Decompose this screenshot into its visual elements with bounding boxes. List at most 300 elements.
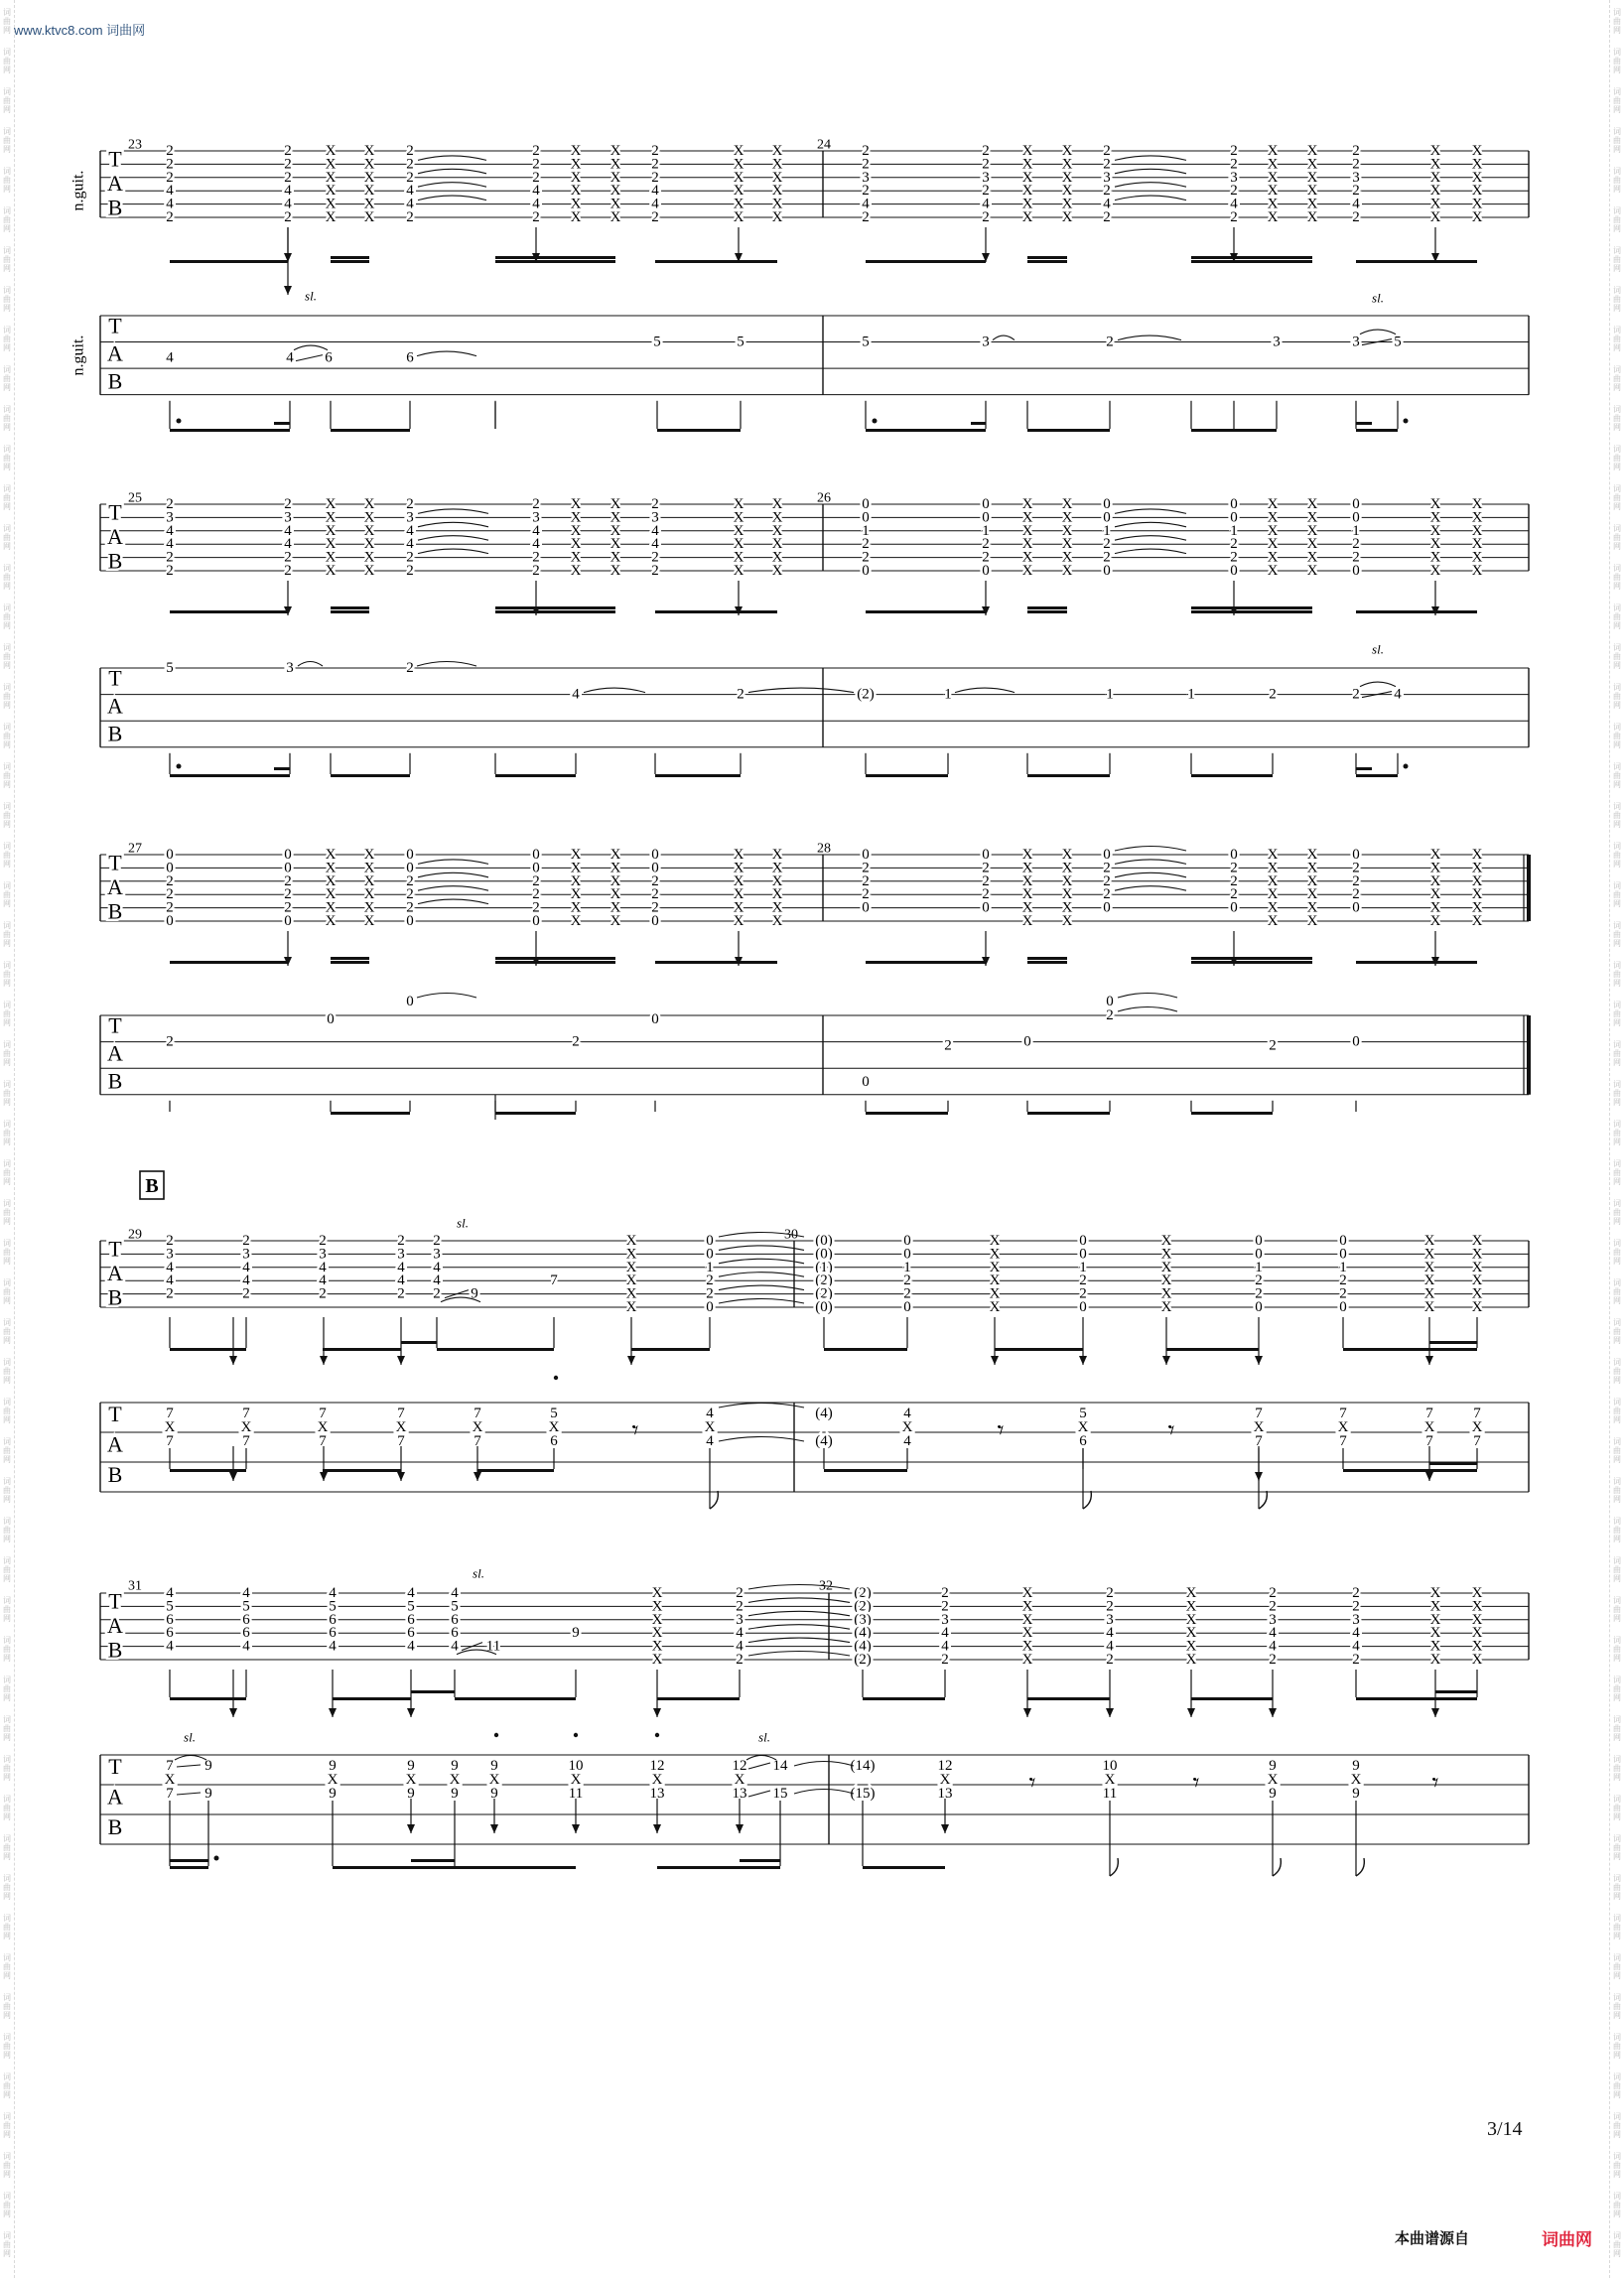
strum-arrow <box>1079 1356 1087 1365</box>
muted-note: X <box>989 1259 1001 1275</box>
muted-note: X <box>1471 1598 1483 1615</box>
muted-note: X <box>1267 496 1279 512</box>
footer-source-label: 本曲谱源自 <box>1395 2229 1470 2247</box>
strum-arrow <box>397 1472 405 1481</box>
muted-note: X <box>771 847 783 863</box>
muted-note: X <box>1471 913 1483 929</box>
muted-note: X <box>1021 872 1033 889</box>
fret-number: 4 <box>242 1638 250 1655</box>
muted-note: X <box>1061 563 1073 579</box>
watermark-mark: 词 曲 网 <box>3 206 11 233</box>
watermark-mark: 词 曲 网 <box>3 365 11 392</box>
fret-number: 3 <box>284 509 292 526</box>
tie-arc <box>1115 886 1186 891</box>
fret-number: 4 <box>1106 1638 1114 1655</box>
tie-arc <box>298 662 323 667</box>
muted-note: X <box>1267 913 1279 929</box>
muted-note: X <box>1306 169 1318 186</box>
fret-number: 0 <box>284 913 292 929</box>
strum-arrow <box>407 1824 415 1833</box>
fret-number: 13 <box>937 1786 953 1802</box>
muted-note: X <box>733 509 744 526</box>
tab-clef-guitar1: B <box>107 1637 123 1663</box>
fret-number: 2 <box>706 1285 714 1302</box>
fret-number: 4 <box>166 522 174 539</box>
muted-note: X <box>1061 536 1073 553</box>
fret-number: 2 <box>166 549 174 566</box>
watermark-mark: 词 曲 网 <box>3 1120 11 1146</box>
fret-number: 4 <box>166 183 174 200</box>
tie-arc <box>1118 994 1177 999</box>
tie-arc <box>719 1259 804 1264</box>
muted-note: X <box>1061 913 1073 929</box>
tie-arc <box>418 536 488 541</box>
fret-number: 0 <box>1103 563 1111 579</box>
fret-number: 2 <box>1339 1273 1347 1289</box>
muted-note: X <box>570 509 582 526</box>
fret-number: 2 <box>982 156 990 173</box>
fret-number: 1 <box>1230 522 1238 539</box>
tie-arc <box>1118 335 1181 340</box>
muted-note: X <box>609 522 621 539</box>
slide-line <box>296 355 323 361</box>
fret-number: 7 <box>166 1786 174 1802</box>
tab-clef-guitar2: B <box>107 721 123 746</box>
fret-number: 2 <box>903 1273 911 1289</box>
strum-arrow <box>1425 1356 1433 1365</box>
watermark-mark: 词 曲 网 <box>1613 1358 1621 1385</box>
watermark-mark: 词 曲 网 <box>3 246 11 273</box>
strum-arrow <box>941 1824 949 1833</box>
fret-number: 0 <box>1352 563 1360 579</box>
tie-arc <box>418 183 486 188</box>
muted-note: X <box>1429 209 1441 225</box>
fret-number: 4 <box>433 1273 441 1289</box>
muted-note: X <box>325 209 337 225</box>
fret-number: 2 <box>651 143 659 159</box>
fret-number: 0 <box>862 496 870 512</box>
fret-number: 9 <box>451 1758 459 1774</box>
fret-number: 12 <box>649 1758 665 1774</box>
watermark-mark: 词 曲 网 <box>1613 87 1621 114</box>
muted-note: X <box>609 847 621 863</box>
fret-number: 2 <box>284 886 292 903</box>
muted-note: X <box>1306 860 1318 876</box>
muted-note: X <box>1429 1585 1441 1601</box>
watermark-mark: 词 曲 网 <box>3 1993 11 2020</box>
fret-number: 2 <box>862 536 870 553</box>
fret-number: 2 <box>532 886 540 903</box>
fret-number: 2 <box>532 209 540 225</box>
beam <box>1027 610 1067 613</box>
measure-number: 24 <box>817 137 831 153</box>
strum-arrow <box>329 1708 337 1717</box>
muted-note: X <box>1021 1585 1033 1601</box>
watermark-mark: 词 曲 网 <box>3 683 11 710</box>
fret-number: 0 <box>1079 1233 1087 1249</box>
muted-note: X <box>1306 522 1318 539</box>
muted-note: X <box>363 496 375 512</box>
beam <box>411 1690 455 1693</box>
tie-arc <box>748 1652 850 1657</box>
fret-number: 3 <box>1352 169 1360 186</box>
fret-number: 2 <box>1352 143 1360 159</box>
tab-clef-guitar1: T <box>108 850 122 875</box>
fret-number: 3 <box>941 1611 949 1628</box>
muted-note: X <box>609 913 621 929</box>
muted-note: X <box>651 1598 663 1615</box>
watermark-mark: 词 曲 网 <box>1613 1278 1621 1305</box>
fret-number: (3) <box>854 1611 872 1628</box>
fret-number: 4 <box>319 1273 327 1289</box>
muted-note: X <box>1021 899 1033 916</box>
fret-number: 2 <box>406 872 414 889</box>
fret-number: 15 <box>772 1786 788 1802</box>
fret-number: 0 <box>706 1233 714 1249</box>
beam <box>740 1859 780 1862</box>
muted-note: X <box>609 156 621 173</box>
strum-arrow <box>229 1708 237 1717</box>
fret-number: 0 <box>406 913 414 929</box>
muted-note: X <box>363 860 375 876</box>
tie-arc <box>418 860 488 865</box>
fret-number: 7 <box>474 1406 481 1421</box>
beam <box>655 774 741 777</box>
fret-number: 4 <box>706 1433 714 1449</box>
watermark-mark: 词 曲 网 <box>1613 1715 1621 1742</box>
beam <box>995 1348 1083 1351</box>
beam <box>477 1469 554 1472</box>
fret-number: 2 <box>651 549 659 566</box>
muted-note: X <box>1185 1625 1197 1642</box>
beam <box>1343 1348 1477 1351</box>
muted-note: X <box>363 143 375 159</box>
muted-note: X <box>1061 899 1073 916</box>
instrument-label: n.guit. <box>69 170 87 211</box>
slide-label: sl. <box>305 288 317 304</box>
fret-number: 9 <box>204 1786 212 1802</box>
tie-arc <box>1115 549 1186 554</box>
beam <box>495 961 615 964</box>
dot <box>214 1856 219 1861</box>
fret-number: 7 <box>242 1406 250 1421</box>
muted-note: X <box>325 549 337 566</box>
muted-note: X <box>1267 522 1279 539</box>
watermark-mark: 词 曲 网 <box>1613 683 1621 710</box>
beam <box>170 1859 208 1862</box>
fret-number: (15) <box>850 1786 876 1802</box>
fret-number: 3 <box>406 509 414 526</box>
muted-note: X <box>1429 1638 1441 1655</box>
muted-note: X <box>1306 913 1318 929</box>
fret-number: 0 <box>1103 899 1111 916</box>
strum-arrow <box>1162 1356 1170 1365</box>
beam <box>655 260 777 263</box>
muted-note: X <box>651 1772 663 1788</box>
muted-note: X <box>733 913 744 929</box>
muted-note: X <box>1471 1611 1483 1628</box>
fret-number: 0 <box>1103 847 1111 863</box>
fret-number: 2 <box>1352 209 1360 225</box>
watermark-mark: 词 曲 网 <box>3 1795 11 1821</box>
beam <box>170 429 290 432</box>
fret-number: 2 <box>1352 1652 1360 1668</box>
muted-note: X <box>1061 183 1073 200</box>
fret-number: 6 <box>325 349 333 366</box>
muted-note: X <box>1471 847 1483 863</box>
muted-note: X <box>733 196 744 212</box>
muted-note: X <box>570 549 582 566</box>
muted-note: X <box>1306 143 1318 159</box>
beam <box>274 767 290 770</box>
slide-label: sl. <box>1372 290 1384 306</box>
beam <box>657 1866 780 1869</box>
fret-number: 0 <box>1230 563 1238 579</box>
fret-number: 2 <box>1103 549 1111 566</box>
muted-note: X <box>1471 899 1483 916</box>
muted-note: X <box>1061 156 1073 173</box>
watermark-mark: 词 曲 网 <box>1613 1675 1621 1702</box>
muted-note: X <box>625 1246 637 1263</box>
muted-note: X <box>1061 549 1073 566</box>
fret-number: 0 <box>406 860 414 876</box>
muted-note: X <box>363 156 375 173</box>
tie-arc <box>748 688 854 693</box>
fret-number: 7 <box>166 1433 174 1449</box>
muted-note: X <box>363 522 375 539</box>
muted-note: X <box>771 496 783 512</box>
fret-number: 3 <box>433 1246 441 1263</box>
fret-number: (0) <box>815 1233 833 1249</box>
slide-label: sl. <box>457 1215 469 1231</box>
watermark-mark: 词 曲 网 <box>3 802 11 829</box>
watermark-mark: 词 曲 网 <box>3 564 11 591</box>
muted-note: X <box>609 496 621 512</box>
fret-number: 4 <box>862 196 870 212</box>
fret-number: 3 <box>862 169 870 186</box>
tab-clef-guitar2: A <box>107 693 123 719</box>
fret-number: 9 <box>407 1758 415 1774</box>
fret-number: 4 <box>329 1585 337 1601</box>
fret-number: 2 <box>1230 183 1238 200</box>
watermark-mark: 词 曲 网 <box>3 643 11 670</box>
watermark-mark: 词 曲 网 <box>1613 48 1621 74</box>
fret-number: 9 <box>1269 1758 1277 1774</box>
tab-clef-guitar2: T <box>108 665 122 691</box>
fret-number: 11 <box>1102 1786 1118 1802</box>
muted-note: X <box>1160 1246 1172 1263</box>
muted-note: X <box>1021 913 1033 929</box>
fret-number: 4 <box>1269 1638 1277 1655</box>
fret-number: 2 <box>1106 334 1114 350</box>
fret-number: 7 <box>1473 1433 1481 1449</box>
fret-number: 0 <box>1255 1246 1263 1263</box>
fret-number: 0 <box>1230 899 1238 916</box>
beam <box>1027 429 1110 432</box>
beam <box>331 774 410 777</box>
muted-note: X <box>1104 1772 1116 1788</box>
muted-note: X <box>325 522 337 539</box>
fret-number: 6 <box>329 1625 337 1642</box>
strum-arrow <box>1106 1708 1114 1717</box>
fret-number: 9 <box>1352 1786 1360 1802</box>
fret-number: 14 <box>772 1758 788 1774</box>
muted-note: X <box>1429 169 1441 186</box>
fret-number: 0 <box>284 847 292 863</box>
fret-number: 0 <box>1352 847 1360 863</box>
tab-clef-guitar1: A <box>107 874 123 899</box>
fret-number: 2 <box>1255 1273 1263 1289</box>
slide-line <box>748 1791 770 1797</box>
tab-clef-guitar2: B <box>107 1462 123 1488</box>
strum-arrow <box>490 1824 498 1833</box>
muted-note: X <box>1267 886 1279 903</box>
watermark-mark: 词 曲 网 <box>1613 762 1621 789</box>
beam <box>1356 774 1398 777</box>
fret-number: 2 <box>406 899 414 916</box>
rest: 𝄾 <box>1431 1768 1439 1798</box>
muted-note: X <box>1021 549 1033 566</box>
muted-note: X <box>1429 886 1441 903</box>
page-number: 3/14 <box>1487 2118 1523 2140</box>
muted-note: X <box>1021 1652 1033 1668</box>
watermark-mark: 词 曲 网 <box>1613 1437 1621 1464</box>
strum-arrow <box>1425 1472 1433 1481</box>
muted-note: X <box>1429 1611 1441 1628</box>
footer-brand-logo[interactable]: 词曲网 <box>1542 2230 1592 2250</box>
tie-arc <box>719 1437 804 1442</box>
fret-number: 10 <box>1102 1758 1118 1774</box>
watermark-mark: 词 曲 网 <box>1613 1159 1621 1186</box>
beam <box>1027 1112 1110 1115</box>
muted-note: X <box>1021 209 1033 225</box>
fret-number: 4 <box>166 1259 174 1275</box>
slide-line <box>177 1793 201 1795</box>
fret-number: 2 <box>941 1585 949 1601</box>
muted-note: X <box>325 196 337 212</box>
measure-number: 31 <box>128 1578 142 1594</box>
muted-note: X <box>325 860 337 876</box>
fret-number: 2 <box>1255 1285 1263 1302</box>
strum-arrow <box>653 1824 661 1833</box>
strum-arrow <box>1187 1708 1195 1717</box>
beam <box>1027 1697 1110 1700</box>
watermark-mark: 词 曲 网 <box>1613 723 1621 749</box>
fret-number: 2 <box>1079 1273 1087 1289</box>
beam <box>655 961 777 964</box>
strum-arrow <box>397 1356 405 1365</box>
beam <box>331 961 369 964</box>
muted-note: X <box>325 143 337 159</box>
muted-note: X <box>1471 563 1483 579</box>
fret-number: 4 <box>903 1406 911 1421</box>
muted-note: X <box>1160 1233 1172 1249</box>
muted-note: X <box>325 872 337 889</box>
fret-number: (4) <box>854 1625 872 1642</box>
fret-number: 1 <box>1352 522 1360 539</box>
watermark-mark: 词 曲 网 <box>1613 326 1621 352</box>
muted-note: X <box>733 183 744 200</box>
fret-number: 2 <box>406 563 414 579</box>
watermark-mark: 词 曲 网 <box>1613 1596 1621 1623</box>
watermark-mark: 词 曲 网 <box>1613 1318 1621 1345</box>
rest: 𝄾 <box>1192 1768 1200 1798</box>
muted-note: X <box>771 899 783 916</box>
muted-note: X <box>1061 169 1073 186</box>
muted-note: X <box>609 143 621 159</box>
muted-note: X <box>570 196 582 212</box>
fret-number: 0 <box>1339 1246 1347 1263</box>
fret-number: 1 <box>1079 1259 1087 1275</box>
beam <box>1356 961 1477 964</box>
strum-arrow <box>474 1472 481 1481</box>
watermark-mark: 词 曲 网 <box>1613 1795 1621 1821</box>
strum-arrow <box>1023 1708 1031 1717</box>
fret-number: 0 <box>982 899 990 916</box>
fret-number: 5 <box>737 334 744 350</box>
muted-note: X <box>1429 549 1441 566</box>
beam <box>1027 260 1067 263</box>
muted-note: X <box>1429 509 1441 526</box>
watermark-mark: 词 曲 网 <box>3 1517 11 1543</box>
muted-note: X <box>1471 209 1483 225</box>
flag <box>1110 1858 1118 1876</box>
fret-number: 2 <box>284 549 292 566</box>
tab-clef-guitar2: A <box>107 1784 123 1809</box>
beam <box>323 1469 401 1472</box>
beam <box>1356 429 1398 432</box>
muted-note: X <box>1429 913 1441 929</box>
fret-number: 4 <box>572 686 580 703</box>
fret-number: 6 <box>242 1611 250 1628</box>
tie-arc <box>748 1638 850 1643</box>
muted-note: X <box>1021 522 1033 539</box>
fret-number: 2 <box>166 143 174 159</box>
beam <box>1356 260 1477 263</box>
fret-number: 9 <box>451 1786 459 1802</box>
fret-number: 4 <box>1230 196 1238 212</box>
muted-note: X <box>733 536 744 553</box>
muted-note: X <box>771 536 783 553</box>
fret-number: 9 <box>329 1786 337 1802</box>
fret-number: 0 <box>284 860 292 876</box>
fret-number: 5 <box>1394 334 1402 350</box>
fret-number: 2 <box>1230 536 1238 553</box>
fret-number: 7 <box>166 1406 174 1421</box>
fret-number: 13 <box>649 1786 665 1802</box>
beam <box>274 422 290 425</box>
fret-number: 4 <box>941 1625 949 1642</box>
muted-note: X <box>1061 209 1073 225</box>
muted-note: X <box>570 496 582 512</box>
watermark-mark: 词 曲 网 <box>3 524 11 551</box>
muted-note: X <box>733 899 744 916</box>
site-url[interactable]: www.ktvc8.com 词曲网 <box>14 23 146 38</box>
muted-note: X <box>1267 156 1279 173</box>
muted-note: X <box>1267 1772 1279 1788</box>
tab-clef-guitar1: T <box>108 1588 122 1614</box>
watermark-mark: 词 曲 网 <box>3 2033 11 2060</box>
strum-arrow <box>407 1708 415 1717</box>
beam <box>1356 1697 1477 1700</box>
tab-clef-guitar1: T <box>108 499 122 525</box>
fret-number: 1 <box>1187 686 1195 703</box>
fret-number: 7 <box>397 1406 405 1421</box>
muted-note: X <box>1306 496 1318 512</box>
fret-number: 3 <box>532 509 540 526</box>
beam <box>1027 606 1067 609</box>
fret-number: 4 <box>1103 196 1111 212</box>
